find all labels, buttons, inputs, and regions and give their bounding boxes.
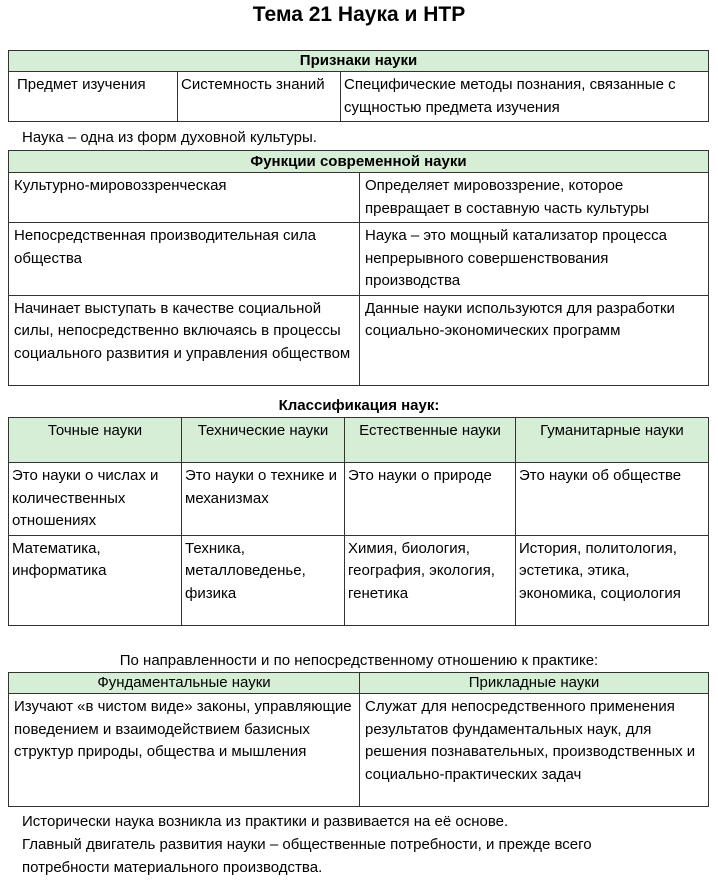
- function-desc: Определяет мировоззрение, которое превращает в составную часть культуры: [360, 173, 709, 223]
- practice-fundamental: Изучают «в чистом виде» законы, управляющие поведением и взаимодействием базисных структур природы, общества и мышления: [9, 694, 360, 807]
- note-culture: Наука – одна из форм духовной культуры.: [22, 129, 317, 146]
- function-name: Непосредственная производительная сила общества: [9, 223, 360, 296]
- function-desc: Наука – это мощный катализатор процесса непрерывного совершенствования производства: [360, 223, 709, 296]
- class-examples: История, политология, эстетика, этика, экономика, социология: [516, 535, 709, 625]
- practice-table: [8, 672, 709, 807]
- sign-system: Системность знаний: [178, 72, 341, 122]
- practice-title: По направленности и по непосредственному отношению к практике:: [119, 652, 599, 669]
- sign-subject: Предмет изучения: [9, 72, 178, 122]
- footer-line: потребности материального производства.: [22, 859, 323, 876]
- sign-methods: Специфические методы познания, связанные с сущностью предмета изучения: [341, 72, 709, 122]
- function-name: Культурно-мировоззренческая: [9, 173, 360, 223]
- class-header: Точные науки: [9, 418, 182, 463]
- signs-header: Признаки науки: [9, 51, 709, 72]
- classification-title: Классификация наук:: [278, 397, 440, 414]
- class-header: Естественные науки: [345, 418, 516, 463]
- practice-header: Фундаментальные науки: [9, 673, 360, 694]
- class-definition: Это науки о природе: [345, 463, 516, 536]
- class-examples: Математика, информатика: [9, 535, 182, 625]
- function-name: Начинает выступать в качестве социальной силы, непосредственно включаясь в процессы социального развития и управления обществом: [9, 295, 360, 385]
- class-definition: Это науки о числах и количественных отношениях: [9, 463, 182, 536]
- class-definition: Это науки о технике и механизмах: [182, 463, 345, 536]
- signs-table: [8, 50, 709, 122]
- classification-table: [8, 417, 709, 626]
- footer-line: Исторически наука возникла из практики и развивается на её основе.: [22, 813, 509, 830]
- practice-applied: Служат для непосредственного применения результатов фундаментальных наук, для решения познавательных, производственных и социально-практических задач: [360, 694, 709, 807]
- function-desc: Данные науки используются для разработки социально-экономических программ: [360, 295, 709, 385]
- page-title: Тема 21 Наука и НТР: [252, 3, 466, 26]
- class-header: Технические науки: [182, 418, 345, 463]
- class-definition: Это науки об обществе: [516, 463, 709, 536]
- practice-header: Прикладные науки: [360, 673, 709, 694]
- class-examples: Техника, металловеденье, физика: [182, 535, 345, 625]
- class-header: Гуманитарные науки: [516, 418, 709, 463]
- footer-line: Главный двигатель развития науки – общественные потребности, и прежде всего: [22, 836, 592, 853]
- class-examples: Химия, биология, география, экология, генетика: [345, 535, 516, 625]
- functions-table: [8, 150, 709, 386]
- functions-header: Функции современной науки: [9, 151, 709, 173]
